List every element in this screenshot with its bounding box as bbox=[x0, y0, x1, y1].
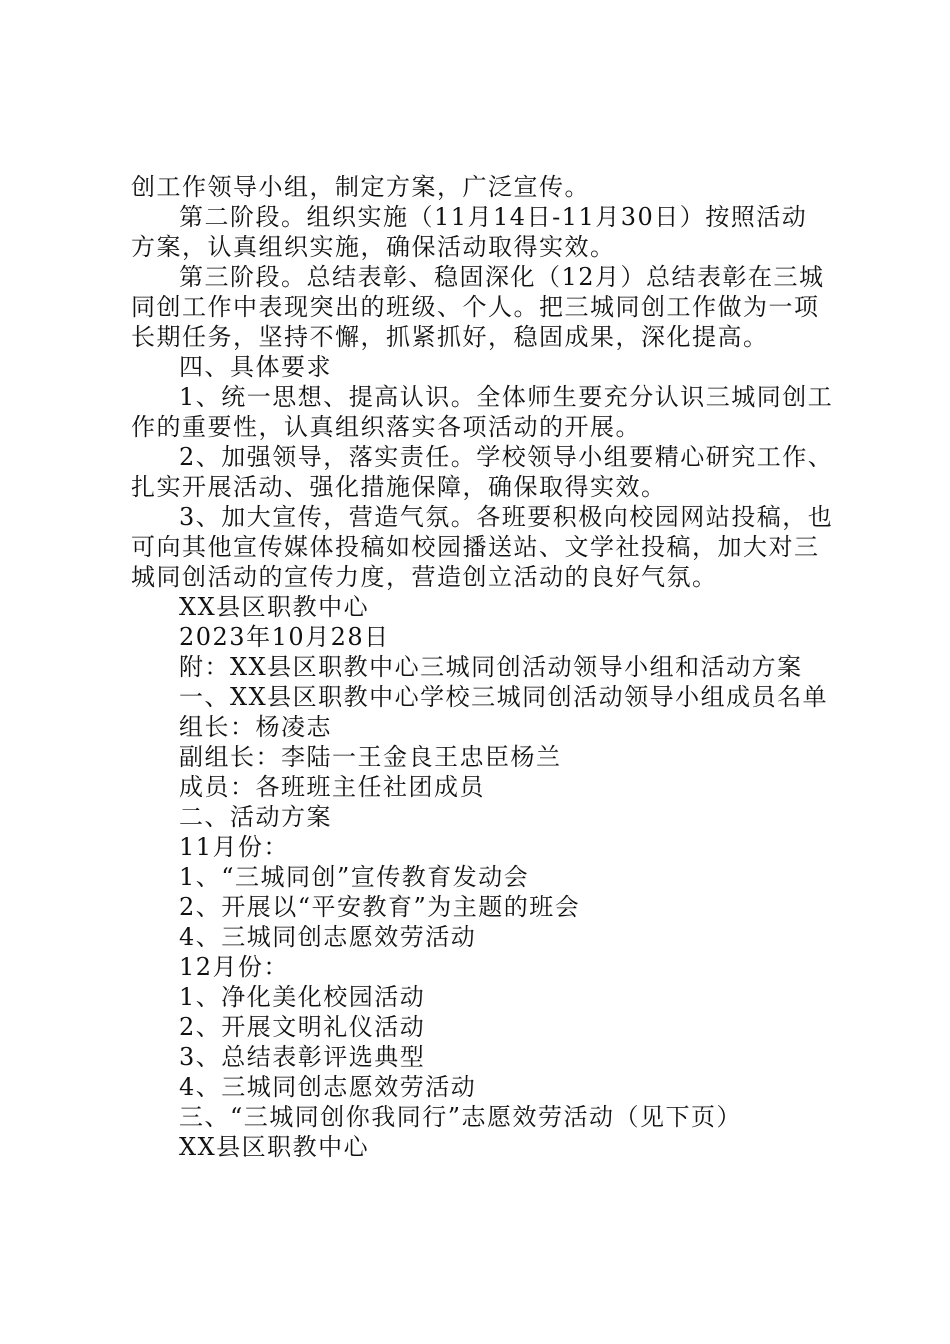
organization-name: XX县区职教中心 bbox=[179, 1133, 370, 1161]
month-heading: 12月份： bbox=[179, 953, 290, 981]
text-line: 组长：杨凌志 bbox=[179, 713, 332, 741]
text-line: 1、统一思想、提高认识。全体师生要充分认识三城同创工 bbox=[179, 383, 834, 411]
text-line: 2、加强领导，落实责任。学校领导小组要精心研究工作、 bbox=[179, 443, 834, 471]
appendix-title: 附：XX县区职教中心三城同创活动领导小组和活动方案 bbox=[179, 653, 803, 681]
text-line: 副组长：李陆一王金良王忠臣杨兰 bbox=[179, 743, 562, 771]
organization-name: XX县区职教中心 bbox=[179, 593, 370, 621]
list-item: 2、开展以“平安教育”为主题的班会 bbox=[179, 893, 581, 921]
section-heading: 三、“三城同创你我同行”志愿效劳活动（见下页） bbox=[179, 1103, 743, 1131]
text-line: 创工作领导小组，制定方案，广泛宣传。 bbox=[131, 173, 590, 201]
list-item: 3、总结表彰评选典型 bbox=[179, 1043, 426, 1071]
section-heading: 四、具体要求 bbox=[179, 353, 332, 381]
list-item: 1、“三城同创”宣传教育发动会 bbox=[179, 863, 530, 891]
text-line: 城同创活动的宣传力度，营造创立活动的良好气氛。 bbox=[131, 563, 718, 591]
list-item: 4、三城同创志愿效劳活动 bbox=[179, 923, 477, 951]
section-heading: 二、活动方案 bbox=[179, 803, 332, 831]
document-body bbox=[131, 172, 834, 1162]
text-line: 3、加大宣传，营造气氛。各班要积极向校园网站投稿，也 bbox=[179, 503, 834, 531]
text-line: 第三阶段。总结表彰、稳固深化（12月）总结表彰在三城 bbox=[179, 263, 825, 291]
list-item: 4、三城同创志愿效劳活动 bbox=[179, 1073, 477, 1101]
text-line: 成员：各班班主任社团成员 bbox=[179, 773, 485, 801]
text-line: 第二阶段。组织实施（11月14日-11月30日）按照活动 bbox=[179, 203, 808, 231]
list-item: 1、净化美化校园活动 bbox=[179, 983, 426, 1011]
list-item: 2、开展文明礼仪活动 bbox=[179, 1013, 426, 1041]
month-heading: 11月份： bbox=[179, 833, 290, 861]
section-heading: 一、XX县区职教中心学校三城同创活动领导小组成员名单 bbox=[179, 683, 829, 711]
text-line: 作的重要性，认真组织落实各项活动的开展。 bbox=[131, 413, 641, 441]
text-line: 同创工作中表现突出的班级、个人。把三城同创工作做为一项 bbox=[131, 293, 820, 321]
document-date: 2023年10月28日 bbox=[179, 623, 390, 651]
text-line: 方案，认真组织实施，确保活动取得实效。 bbox=[131, 233, 616, 261]
text-line: 长期任务，坚持不懈，抓紧抓好，稳固成果，深化提高。 bbox=[131, 323, 769, 351]
text-line: 可向其他宣传媒体投稿如校园播送站、文学社投稿，加大对三 bbox=[131, 533, 820, 561]
text-line: 扎实开展活动、强化措施保障，确保取得实效。 bbox=[131, 473, 667, 501]
